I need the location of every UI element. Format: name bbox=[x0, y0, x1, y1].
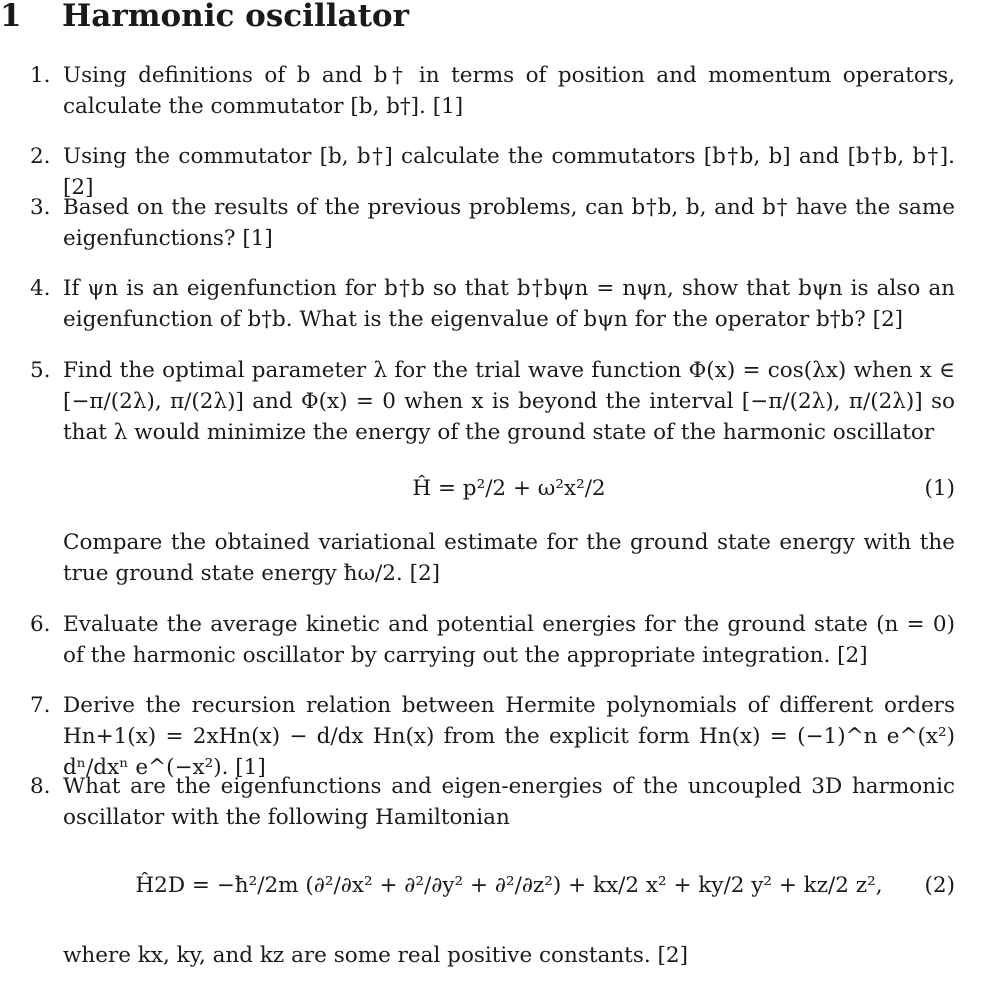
equation-number: (2) bbox=[924, 873, 955, 898]
equation-2 bbox=[63, 870, 955, 901]
problem-marker: 7. bbox=[30, 693, 51, 718]
problem-marker: 5. bbox=[30, 358, 51, 383]
problem-text: Using the commutator [b, b†] calculate the commutators [b†b, b] and [b†b, b†]. [2] bbox=[63, 144, 955, 200]
problem-7 bbox=[30, 690, 955, 783]
problem-text: Evaluate the average kinetic and potential energies for the ground state (n = 0) of the harmonic oscillator by carrying out the appropriate integration. [2] bbox=[63, 612, 955, 668]
equation-expression: Ĥ = p²/2 + ω²x²/2 bbox=[412, 476, 606, 501]
problem-3 bbox=[30, 192, 955, 254]
equation-expression: Ĥ2D = −ħ²/2m (∂²/∂x² + ∂²/∂y² + ∂²/∂z²) + kx/2 x² + ky/2 y² + kz/2 z², bbox=[135, 873, 883, 898]
section-title: Harmonic oscillator bbox=[62, 0, 409, 34]
problem-marker: 4. bbox=[30, 276, 51, 301]
problem-text: Based on the results of the previous problems, can b†b, b, and b† have the same eigenfunctions? [1] bbox=[63, 195, 955, 251]
problem-5 bbox=[30, 355, 955, 448]
problem-text: What are the eigenfunctions and eigen-energies of the uncoupled 3D harmonic oscillator with the following Hamiltonian bbox=[63, 774, 955, 830]
problem-text: Using definitions of b and b† in terms of position and momentum operators, calculate the commutator [b, b†]. [1] bbox=[63, 63, 955, 119]
equation-1 bbox=[63, 473, 955, 504]
problem-text: Find the optimal parameter λ for the trial wave function Φ(x) = cos(λx) when x ∈ [−π/(2λ), π/(2λ)] and Φ(x) = 0 when x is beyond the interval [−π/(2λ), π/(2λ)] so that λ would minimize the energy of the ground state of the harmonic oscillator bbox=[63, 358, 955, 445]
section-heading bbox=[0, 0, 409, 34]
problem-8 bbox=[30, 771, 955, 833]
problem-8-continuation: where kx, ky, and kz are some real positive constants. [2] bbox=[63, 943, 688, 968]
problem-marker: 8. bbox=[30, 774, 51, 799]
problem-marker: 3. bbox=[30, 195, 51, 220]
equation-number: (1) bbox=[924, 476, 955, 501]
problem-marker: 1. bbox=[30, 63, 51, 88]
problem-marker: 6. bbox=[30, 612, 51, 637]
problem-5-continuation: Compare the obtained variational estimate for the ground state energy with the true ground state energy ħω/2. [2] bbox=[63, 530, 955, 586]
problem-6 bbox=[30, 609, 955, 671]
section-number: 1 bbox=[0, 0, 22, 34]
problem-4 bbox=[30, 273, 955, 335]
problem-text: Derive the recursion relation between Hermite polynomials of different orders Hn+1(x) = 2xHn(x) − d/dx Hn(x) from the explicit form Hn(x) = (−1)^n e^(x²) dⁿ/dxⁿ e^(−x²). [1] bbox=[63, 693, 955, 780]
problem-1 bbox=[30, 60, 955, 122]
problem-marker: 2. bbox=[30, 144, 51, 169]
problem-text: If ψn is an eigenfunction for b†b so that b†bψn = nψn, show that bψn is also an eigenfunction of b†b. What is the eigenvalue of bψn for the operator b†b? [2] bbox=[63, 276, 955, 332]
